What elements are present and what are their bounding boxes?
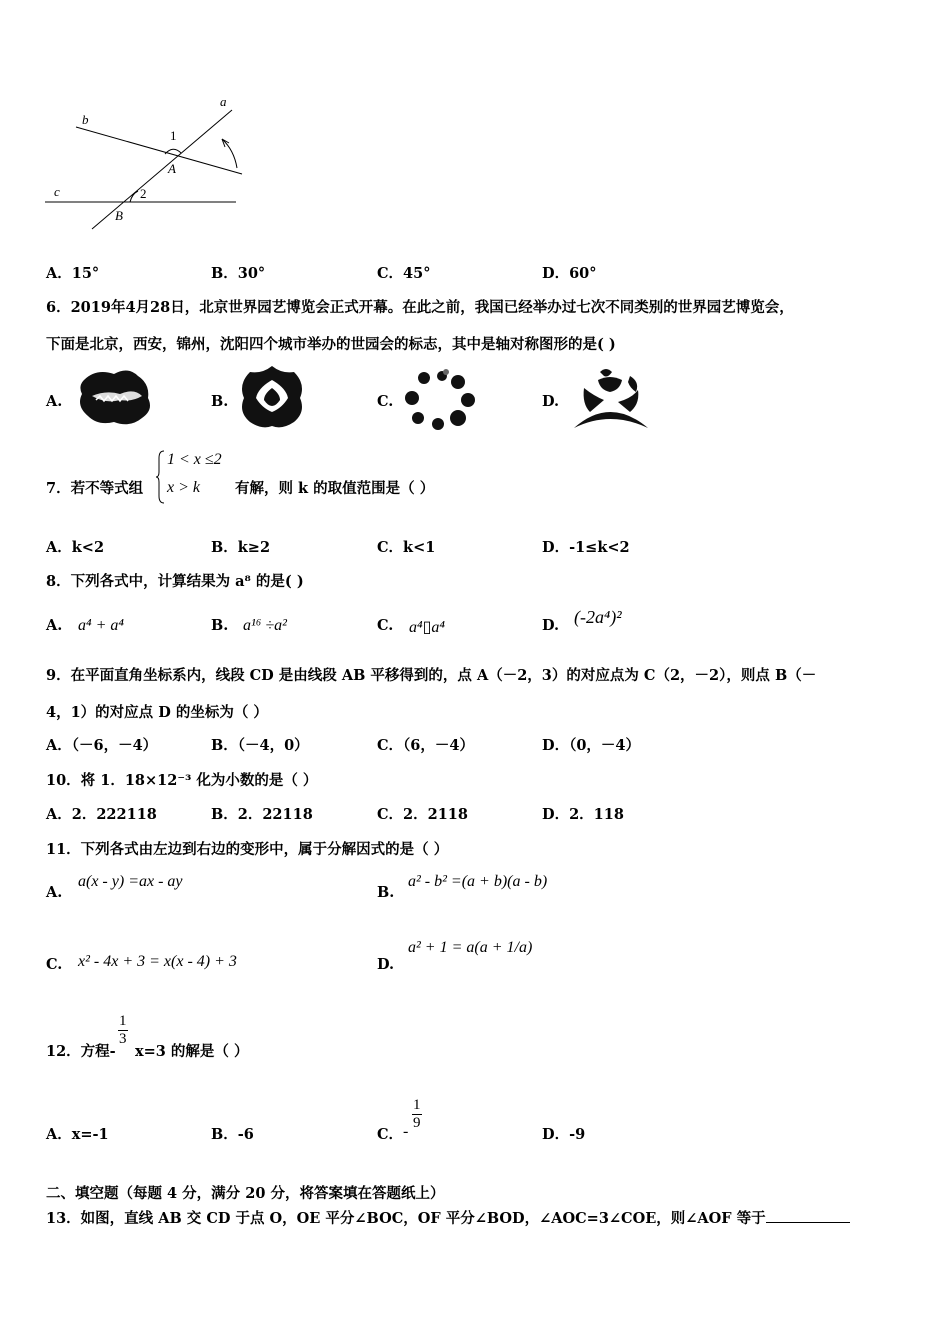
q11-expr-d: a² + 1 = a(a + 1/a) <box>408 939 533 956</box>
section-heading: 二、填空题（每题 4 分，满分 20 分，将答案填在答题纸上） <box>46 1185 445 1202</box>
q7-prefix: 7．若不等式组 <box>46 480 144 497</box>
q13-stem <box>46 1207 850 1228</box>
q8-option-b-label: B. <box>211 617 229 634</box>
label-c: c <box>54 184 60 199</box>
q9-stem-line2: 4，1）的对应点 D 的坐标为（ ） <box>46 704 268 721</box>
q7-suffix: 有解，则 k 的取值范围是（ ） <box>235 480 435 497</box>
q8-expr-a: a⁴ + a⁴ <box>78 617 124 634</box>
q8-option-a-label: A. <box>46 617 63 634</box>
q7-inequality-1: 1 < x ≤2 <box>167 451 222 468</box>
q7-option-c: C．k<1 <box>377 539 436 556</box>
answer-blank[interactable] <box>766 1210 850 1223</box>
q12-option-c-fraction <box>412 1097 422 1132</box>
q12-frac-num: 1 <box>119 1013 127 1029</box>
q10-option-d: D．2．118 <box>542 806 624 823</box>
shenyang-logo-icon <box>570 366 652 432</box>
label-point-A: A <box>168 161 176 176</box>
q8-expr-d: (-2a⁴)² <box>574 607 622 627</box>
q11-expr-c: x² - 4x + 3 = x(x - 4) + 3 <box>78 953 237 970</box>
q8-option-d-label: D. <box>542 617 560 634</box>
q10-option-c: C．2．2118 <box>377 806 468 823</box>
q10-stem: 10．将 1．18×12⁻³ 化为小数的是（ ） <box>46 772 318 789</box>
q9-option-b: B．（－4，0） <box>211 737 309 754</box>
label-angle-2: 2 <box>140 186 147 201</box>
angle-figure <box>40 90 250 235</box>
q12-option-c: C． <box>377 1126 404 1143</box>
label-angle-1: 1 <box>170 128 177 143</box>
q9-option-a: A．（－6，－4） <box>46 737 158 754</box>
q11-option-b-label: B. <box>377 884 395 901</box>
q6-stem-line1: 6．2019年4月28日，北京世界园艺博览会正式开幕。在此之前，我国已经举办过七次不同类别的世界园艺博览会， <box>46 299 794 316</box>
q12-fraction <box>118 1013 128 1048</box>
beijing-logo-icon <box>76 366 156 428</box>
q5-option-d: D．60° <box>542 265 597 282</box>
q7-option-a: A．k<2 <box>46 539 105 556</box>
q8-stem: 8．下列各式中，计算结果为 a⁸ 的是( ) <box>46 573 304 590</box>
q12-prefix: 12．方程- <box>46 1043 116 1060</box>
label-b: b <box>82 112 89 127</box>
q5-option-a: A．15° <box>46 265 100 282</box>
q9-option-c: C．（6，－4） <box>377 737 474 754</box>
q6-option-c-label: C. <box>377 393 394 410</box>
q11-option-c-label: C. <box>46 956 63 973</box>
q11-option-d-label: D. <box>377 956 395 973</box>
label-a: a <box>220 94 227 109</box>
q9-option-d: D．（0，－4） <box>542 737 641 754</box>
q5-option-c: C．45° <box>377 265 431 282</box>
q8-expr-b: a¹⁶ ÷a² <box>243 617 287 634</box>
q12-option-a: A．x=-1 <box>46 1126 109 1143</box>
q7-option-b: B．k≥2 <box>211 539 271 556</box>
q11-option-a-label: A. <box>46 884 63 901</box>
xian-logo-icon <box>236 364 308 432</box>
system-brace <box>156 450 166 504</box>
jinzhou-logo-icon <box>402 368 478 432</box>
q6-option-d-label: D. <box>542 393 560 410</box>
q6-option-b-label: B. <box>211 393 229 410</box>
q10-option-b: B．2．22118 <box>211 806 313 823</box>
q12-c-num: 1 <box>413 1097 421 1113</box>
q6-option-a-label: A. <box>46 393 63 410</box>
q11-stem: 11．下列各式由左边到右边的变形中，属于分解因式的是（ ） <box>46 841 449 858</box>
q12-option-d: D．-9 <box>542 1126 586 1143</box>
q12-suffix: x=3 的解是（ ） <box>135 1043 249 1060</box>
q8-option-c-label: C. <box>377 617 394 634</box>
q6-stem-line2: 下面是北京，西安，锦州，沈阳四个城市举办的世园会的标志，其中是轴对称图形的是( ) <box>46 336 616 353</box>
q11-expr-a: a(x - y) =ax - ay <box>78 873 183 890</box>
q11-expr-b: a² - b² =(a + b)(a - b) <box>408 873 548 890</box>
q10-option-a: A．2．222118 <box>46 806 157 823</box>
q7-inequality-2: x > k <box>167 479 200 496</box>
q12-option-c-sign: - <box>403 1123 409 1140</box>
q12-option-b: B．-6 <box>211 1126 254 1143</box>
q13-stem-text: 13．如图，直线 AB 交 CD 于点 O，OE 平分∠BOC，OF 平分∠BOD，∠AOC=3∠COE，则∠AOF 等于 <box>46 1210 766 1227</box>
q5-option-b: B．30° <box>211 265 266 282</box>
q8-expr-c: a⁴▯a⁴ <box>409 619 445 636</box>
q9-stem-line1: 9．在平面直角坐标系内，线段 CD 是由线段 AB 平移得到的，点 A（－2，3）的对应点为 C（2，－2），则点 B（－ <box>46 667 817 684</box>
label-point-B: B <box>115 208 123 223</box>
q7-option-d: D．-1≤k<2 <box>542 539 630 556</box>
q12-frac-den: 3 <box>119 1031 127 1047</box>
q12-c-den: 9 <box>413 1115 421 1131</box>
